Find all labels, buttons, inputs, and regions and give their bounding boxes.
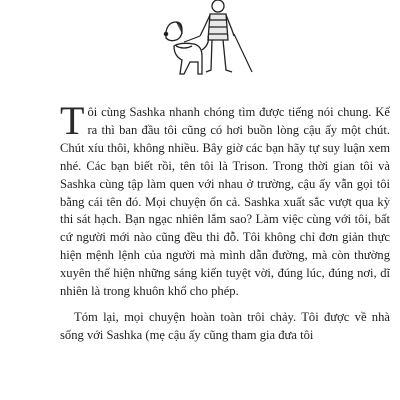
leash [184,36,200,42]
paragraph-2 [60,309,390,345]
dog-figure [164,22,208,74]
story-text [60,98,390,345]
paragraph-1 [60,98,390,301]
boy-with-dog-illustration [160,0,260,82]
paragraph-2-text: Tóm lại, mọi chuyện hoàn toàn trôi chảy. Tôi được về nhà sống với Sashka (mẹ cậu ấy cũng tham gia đưa tôi [60,309,390,342]
paragraph-1-text: ôi cùng Sashka nhanh chóng tìm được tiếng nói chung. Kể ra thì ban đầu tôi cũng có hơi buồn lòng cậu ấy một chút. Chút xíu thôi, không nhiều. Bây giờ các bạn hãy tự suy luận xem nhé. Các bạn biết rồi, tên tôi là Trison. Trong thời gian tôi và Sashka cùng tập làm quen với nhau ở trường, cậu ấy vẫn gọi tôi bằng cái tên đó. Mọi chuyện ổn cả. Sashka xuất sắc vượt qua kỳ thi sát hạch. Bạn ngạc nhiên lắm sao? Làm việc cùng với tôi, bất cứ người mới nào cũng đều thi đỗ. Tôi không chỉ đơn giản thực hiện mệnh lệnh của người mà mình dẫn đường, mà còn thường xuyên thể hiện những sáng kiến tuyệt vời, đúng lúc, đúng nơi, dĩ nhiên là trong khuôn khổ cho phép. [60,105,390,299]
boy-figure [200,0,252,72]
drop-cap: T [60,98,85,143]
